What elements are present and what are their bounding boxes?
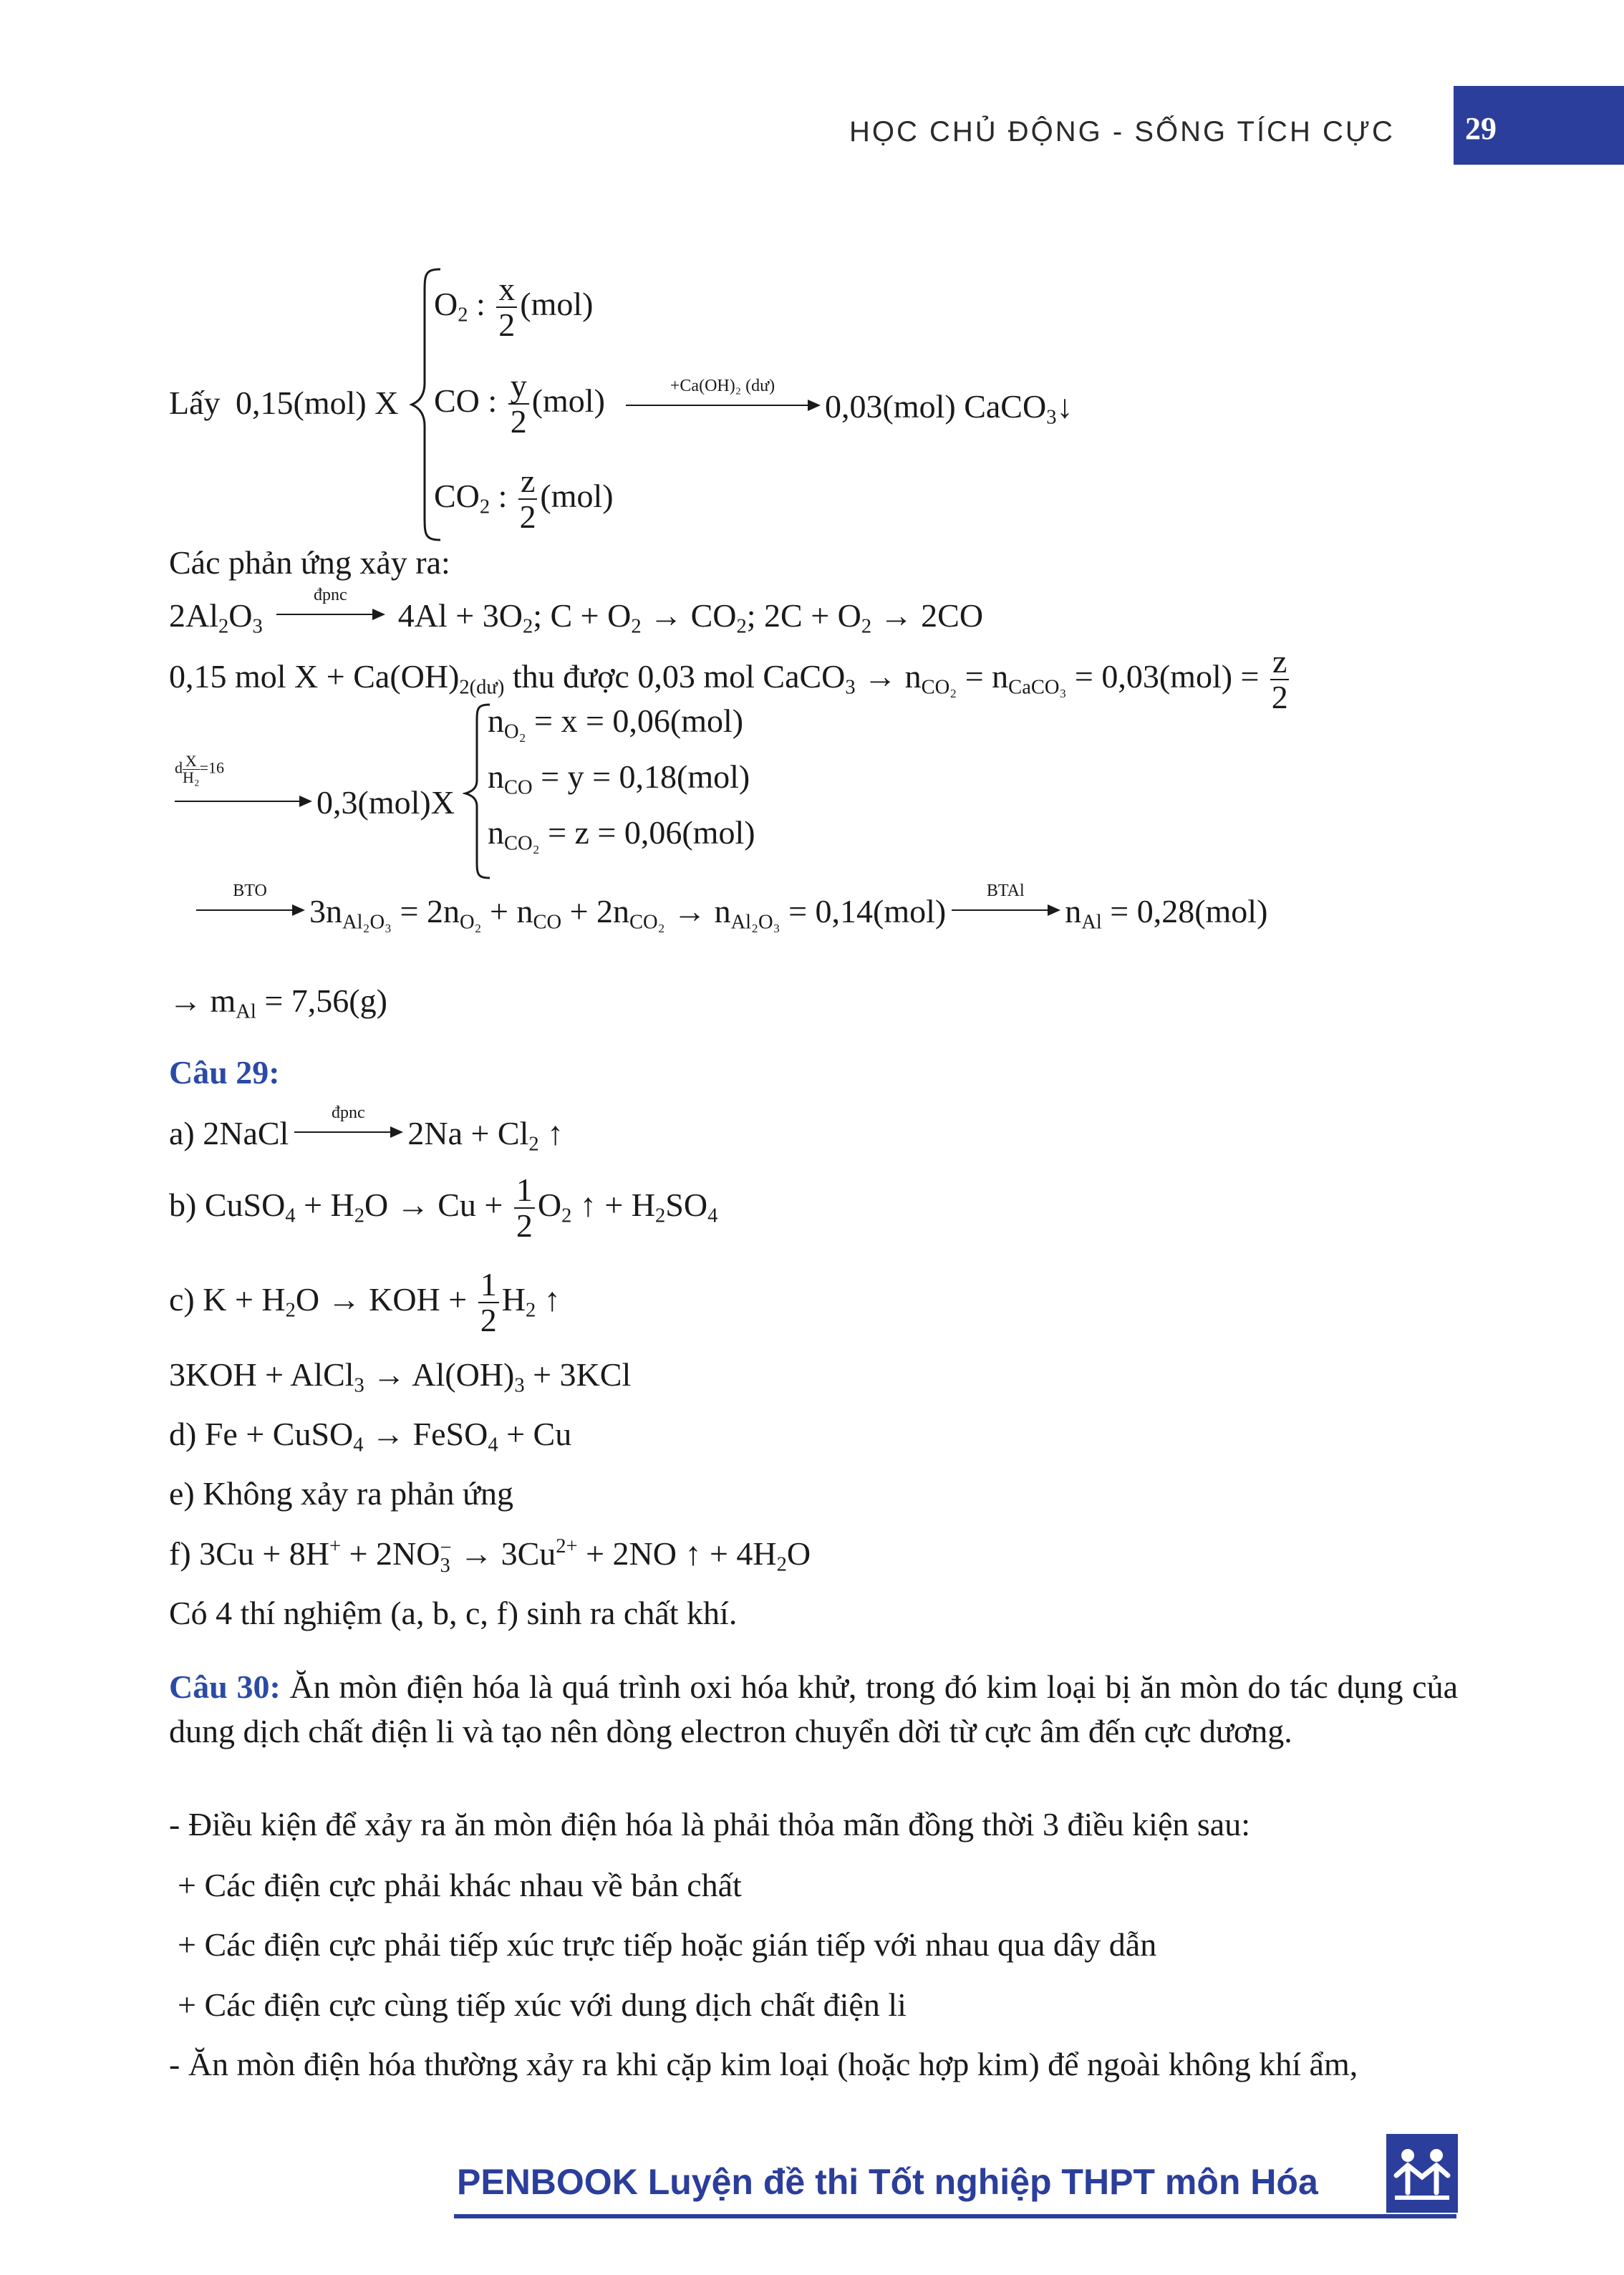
footer-title: PENBOOK Luyện đề thi Tốt nghiệp THPT môn Hóa (457, 2162, 1318, 2202)
reaction-line-5: → $m_{Al} = 7,56(g)$ (169, 982, 387, 1023)
arrow-density: d $\frac{X}{\text{H₂}}$ =16 (175, 772, 311, 802)
reaction-line-4: BTO $3n_{Al_2O_3} = 2n_{O_2} + n_{CO} + 2n_{CO_2} \to n_{Al_2O_3} = 0,14(mol)$ BTAl $n_{Al} = 0,28(mol)$ (169, 888, 1267, 931)
q30-condition-3: + Các điện cực cùng tiếp xúc với dung dịch chất điện li (178, 1986, 907, 2023)
arrow-dpnc: đpnc (276, 592, 384, 615)
penbook-logo-icon (1386, 2134, 1458, 2213)
frac-1-2b: $\frac{1}{2}$ (514, 1173, 535, 1244)
page-number-badge (1454, 86, 1624, 165)
eq1-o2-line: $O_2$ : $\frac{x}{2}$ (mol) (434, 271, 594, 344)
q30-intro: Câu 30: Ăn mòn điện hóa là quá trình oxi hóa khử, trong đó kim loại bị ăn mòn do tác dụng của dung dịch chất điện li và tạo nên dòng electron chuyển dời từ cực âm đến cực dương. (169, 1668, 1458, 1749)
q30-condition-1: + Các điện cực phải khác nhau về bản chất (178, 1867, 742, 1903)
reactions-intro: Các phản ứng xảy ra: (169, 544, 450, 581)
reaction-line-1: $2Al_2O_3$ đpnc $4Al + 3O_2$; $C + O_2 \to CO_2$; $2C + O_2 \to 2CO$ (169, 586, 984, 638)
frac-x-2: $\frac{x}{2}$ (496, 272, 517, 343)
question-29-title: Câu 29: (169, 1054, 280, 1091)
q30-last-line: - Ăn mòn điện hóa thường xảy ra khi cặp kim loại (hoặc hợp kim) để ngoài không khí ẩm, (169, 2046, 1358, 2082)
page-number: 29 (1465, 111, 1497, 146)
eq3-n-o2: $n_{O_2} = x = 0,06(mol)$ (488, 702, 744, 743)
eq1-co2-line: $CO_2$ : $\frac{z}{2}$ (mol) (434, 463, 614, 536)
eq1-lead: Lấy 0,15(mol) X (169, 385, 399, 421)
eq3-n-co: $n_{CO} = y = 0,18(mol)$ (488, 758, 750, 799)
q29-f: f) 3Cu + 8H+ + 2NO − 3 → $3Cu^{2+} + 2NO$ ↑ + $4H_2O$ (169, 1535, 811, 1578)
footer-rule (454, 2214, 1456, 2218)
reaction-line-3: d $\frac{X}{\text{H₂}}$ =16 0,3(mol)X (175, 752, 455, 821)
header-motto: HỌC CHỦ ĐỘNG - SỐNG TÍCH CỰC (849, 116, 1395, 148)
q29-c2: 3KOH + AlCl$_3$ → $Al(OH)_3 + 3KCl$ (169, 1356, 632, 1397)
q29-conclusion: Có 4 thí nghiệm (a, b, c, f) sinh ra chất khí. (169, 1595, 738, 1631)
eq1-reaction: +Ca(OH)₂ (dư) 0,03(mol) CaCO$_3$↓ (620, 383, 1073, 426)
frac-1-2c: $\frac{1}{2}$ (478, 1267, 499, 1338)
frac-y-2: $\frac{y}{2}$ (508, 369, 529, 440)
q29-b: b) CuSO$_4$ + $H_2O \to Cu$ + $\frac{1}{2}$ $O_2$ ↑ + $H_2SO_4$ (169, 1172, 718, 1245)
arrow-btal: BTAl (952, 888, 1059, 911)
frac-z-2b: $\frac{z}{2}$ (1271, 643, 1288, 716)
eq3-n-co2: $n_{CO_2} = z = 0,06(mol)$ (488, 814, 755, 855)
frac-z-2: $\frac{z}{2}$ (519, 463, 536, 536)
eq1-co-line: CO : $\frac{y}{2}$ (mol) (434, 367, 605, 440)
q30-conditions: - Điều kiện để xảy ra ăn mòn điện hóa là phải thỏa mãn đồng thời 3 điều kiện sau: (169, 1806, 1250, 1842)
q29-e: e) Không xảy ra phản ứng (169, 1475, 513, 1512)
q29-c: c) $K + H_2O$ → KOH + $\frac{1}{2}$ $H_2$ ↑ (169, 1266, 561, 1339)
arrow-bto: BTO (196, 888, 304, 911)
q29-d: d) Fe + CuSO$_4$ → FeSO$_4$ + Cu (169, 1416, 572, 1457)
arrow-ca-oh2: +Ca(OH)₂ (dư) (626, 383, 819, 406)
q30-condition-2: + Các điện cực phải tiếp xúc trực tiếp hoặc gián tiếp với nhau qua dây dẫn (178, 1926, 1157, 1963)
arrow-dpnc-a: đpnc (294, 1110, 402, 1133)
reaction-line-2: 0,15 mol $X + Ca(OH)_{2(dư)}$ thu được 0,03 mol CaCO$_3$ → $n_{CO_2} = n_{CaCO_3} = 0,03(mol)$ = $\frac{z}{2}$ (169, 643, 1288, 716)
q29-a: a) 2NaCl đpnc $2Na + Cl_2$ ↑ (169, 1103, 564, 1156)
